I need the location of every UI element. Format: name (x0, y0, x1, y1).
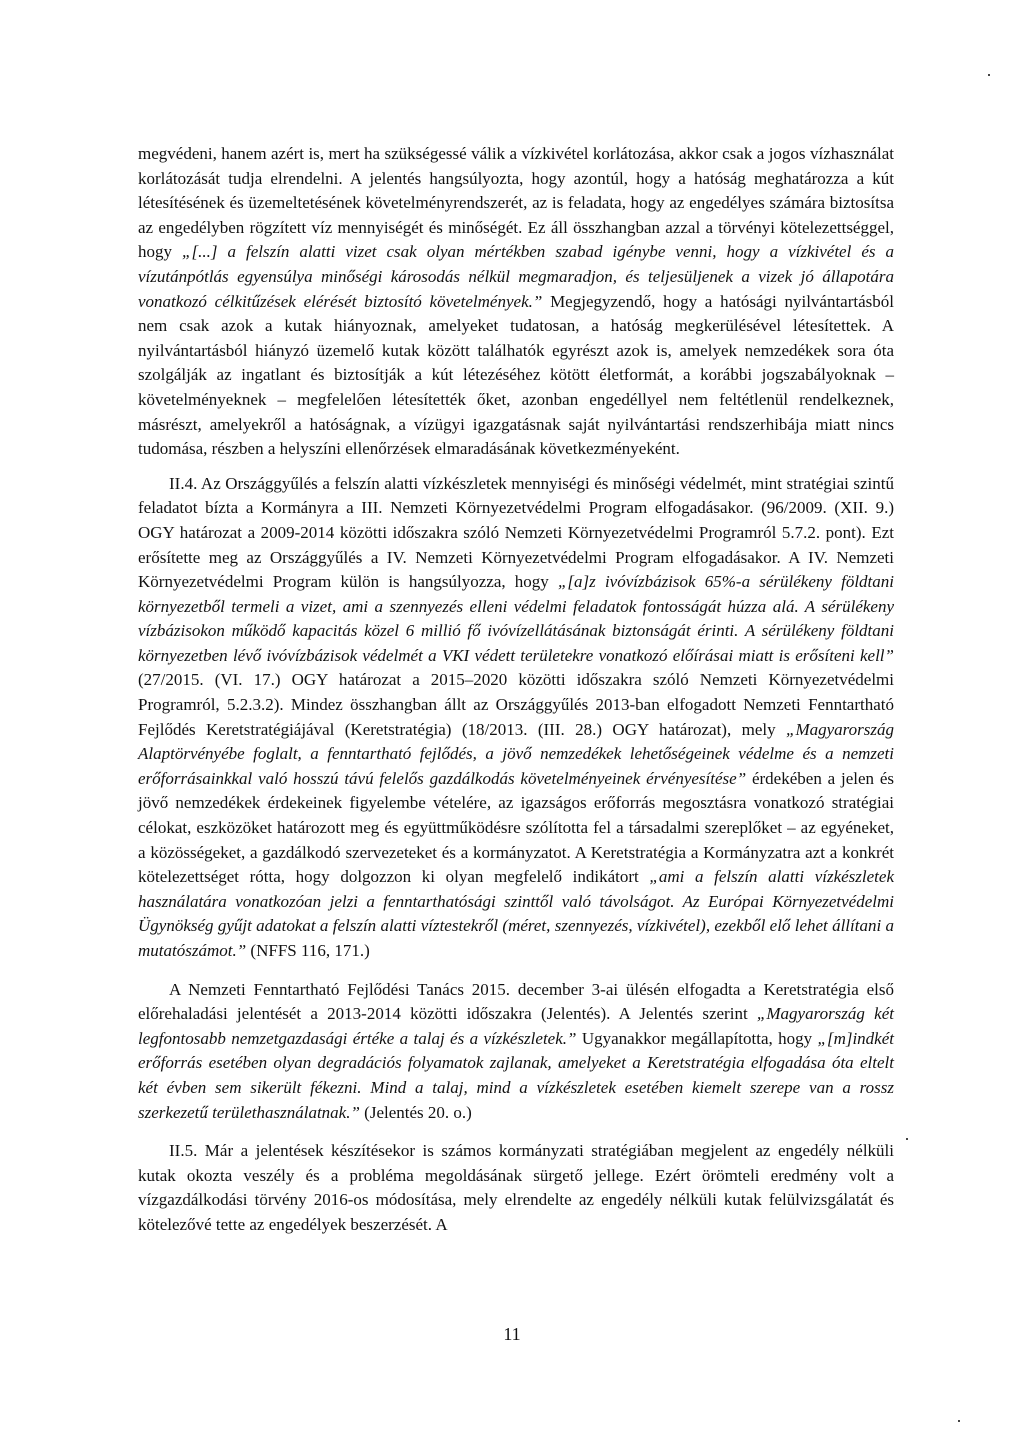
page-number: 11 (503, 1324, 521, 1344)
scan-speck (906, 1138, 908, 1140)
text-segment: (NFFS 116, 171.) (246, 941, 370, 960)
text-segment: A Nemzeti Fenntartható Fejlődési Tanács 2015. december 3-ai ülésén elfogadta a Keretstratégia első előrehaladási jelentését a 2013-2014 közötti időszakra (Jelentés). A Jelentés szerint (138, 979, 894, 1024)
quote-segment: „[...] a felszín alatti vizet csak olyan mértékben szabad igénybe venni, hogy a vízkivétel és a vízutánpótlás egyensúlya minőségi károsodás nélkül megmaradjon, és teljesüljenek a vizek jó állapotára vonatkozó célkitűzések elérését biztosító követelmények.” (138, 242, 895, 311)
quote-segment: „[a]z ivóvízbázisok 65%-a sérülékeny földtani környezetből termeli a vizet, ami a szennyezés elleni védelmi feladatok fontosságát húzza alá. A sérülékeny vízbázisokon működő kapacitás közel 6 millió fő ivóvízellátásának biztonságát érinti. A sérülékeny földtani környezetben lévő ivóvízbázisok védelmét a VKI védett területekre vonatkozó előírásai miatt is erősíteni kell” (138, 572, 895, 665)
text-segment: (27/2015. (VI. 17.) OGY határozat a 2015–2020 közötti időszakra szóló Nemzeti Környezetvédelmi Programról, 5.2.3.2). Mindez összhangban állt az Országgyűlés 2013-ban elfogadott Nemzeti Fenntartható Fejlődés Keretstratégiájával (Keretstratégia) (18/2013. (III. 28.) OGY határozat), mely (138, 670, 894, 739)
paragraph-1 (138, 142, 894, 462)
paragraph-2 (138, 472, 894, 964)
text-segment: II.5. Már a jelentések készítésekor is számos kormányzati stratégiában megjelent az engedély nélküli kutak okozta veszély és a probléma megoldásának sürgető jellege. Ezért örömteli eredmény volt a vízgazdálkodási törvény 2016-os módosítása, mely elrendelte az engedély nélküli kutak felülvizsgálatát és kötelezővé tette az engedélyek beszerzését. A (138, 1141, 894, 1234)
text-segment: (Jelentés 20. o.) (359, 1102, 472, 1122)
text-segment: érdekében a jelen és jövő nemzedékek érdekeinek figyelembe vételére, az igazságos erőforrás megosztásra vonatkozó stratégiai célokat, eszközöket határozott meg és együttműködésre szólította fel a társadalmi szereplőket – az egyéneket, a közösségeket, a gazdálkodó szervezeteket és a kormányzatot. A Keretstratégia a Kormányzatra azt a konkrét kötelezettséget rótta, hogy dolgozzon ki olyan megfelelő indikátort (138, 768, 894, 887)
quote-segment: „Magyarország Alaptörvényébe foglalt, a fenntartható fejlődés, a jövő nemzedékek lehetőségeinek védelme és a nemzeti erőforrásainkkal való hosszú távú felelős gazdálkodás követelményeinek érvényesítése” (138, 719, 894, 788)
scan-speck (988, 74, 990, 76)
quote-segment: „Magyarország két legfontosabb nemzetgazdasági értéke a talaj és a vízkészletek.” (138, 1004, 894, 1048)
text-segment: Ugyanakkor megállapította, hogy (576, 1028, 818, 1048)
document-page (138, 142, 894, 1238)
scan-speck (958, 1420, 960, 1422)
text-segment: megvédeni, hanem azért is, mert ha szükségessé válik a vízkivétel korlátozása, akkor csak a jogos vízhasználat korlátozását tudja elrendelni. A jelentés hangsúlyozta, hogy azontúl, hogy a hatóság meghatározza a kút létesítésének és üzemeltetésének követelményrendszerét, az is feladata, hogy az engedélyes számára biztosítsa az engedélyben rögzített víz mennyiségét és minőségét. Ez áll összhangban azzal a törvényi kötelezettséggel, hogy (138, 144, 894, 262)
text-segment: II.4. Az Országgyűlés a felszín alatti vízkészletek mennyiségi és minőségi védelmét, mint stratégiai szintű feladatot bízta a Kormányra a III. Nemzeti Környezetvédelmi Program elfogadásakor. (96/2009. (XII. 9.) OGY határozat a 2009-2014 közötti időszakra szóló Nemzeti Környezetvédelmi Programról 5.7.2. pont). Ezt erősítette meg az Országgyűlés a IV. Nemzeti Környezetvédelmi Program elfogadásakor. A IV. Nemzeti Környezetvédelmi Program külön is hangsúlyozza, hogy (138, 473, 894, 592)
paragraph-4 (138, 1139, 894, 1237)
text-segment: Megjegyzendő, hogy a hatósági nyilvántartásból nem csak azok a kutak hiányoznak, amelyeket tudatosan, a hatóság megkerülésével létesítettek. A nyilvántartásból hiányzó üzemelő kutak között találhatók egyrészt azok is, amelyek nemzedékek sora óta szolgálják az ingatlant és biztosítják a kút létezéséhez kötött életformát, a korábbi jogszabályoknak – követelményeknek – megfelelően létesítették őket, azonban engedéllyel nem feltétlenül rendelkeznek, másrészt, amelyekről a hatóságnak, a vízügyi igazgatásnak saját nyilvántartási rendszerhibája miatt nincs tudomása, részben a helyszíni ellenőrzések elmaradásának következményeként. (138, 291, 894, 459)
quote-segment: „[m]indkét erőforrás esetében olyan degradációs folyamatok zajlanak, amelyeket a Keretstratégia elfogadása óta eltelt két évben sem sikerült fékezni. Mind a talaj, mind a vízkészletek esetében kiemelt szerepe van a rossz szerkezetű területhasználatnak.” (138, 1028, 894, 1122)
paragraph-3 (138, 978, 894, 1126)
quote-segment: „ami a felszín alatti vízkészletek használatára vonatkozóan jelzi a fenntarthatósági szinttől való távolságot. Az Európai Környezetvédelmi Ügynökség gyűjt adatokat a felszín alatti víztestekről (méret, szennyezés, vízkivétel), ezekből elő lehet állítani a mutatószámot.” (138, 867, 894, 960)
